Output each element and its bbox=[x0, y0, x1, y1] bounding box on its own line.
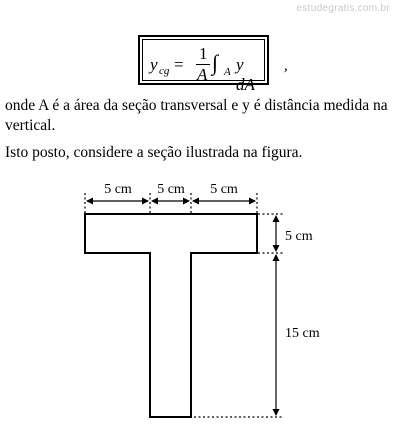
integral-sign: ∫ bbox=[212, 50, 219, 75]
dim-label-top-left: 5 cm bbox=[104, 182, 132, 197]
centroid-formula bbox=[148, 42, 264, 94]
formula-equals: = bbox=[174, 55, 184, 74]
formula-denominator: A bbox=[197, 65, 208, 84]
formula-integrand: y dA bbox=[236, 55, 255, 94]
formula-lhs: y bbox=[150, 55, 158, 74]
formula-trailing-comma: , bbox=[284, 58, 288, 74]
watermark: estudegratis.com.br bbox=[296, 3, 390, 14]
paragraph-consider-section: Isto posto, considere a seção ilustrada na figura. bbox=[5, 144, 303, 161]
paragraph-definition: onde A é a área da seção transversal e y é distância medida na vertical. bbox=[5, 97, 388, 134]
dim-label-web-height: 15 cm bbox=[285, 326, 320, 341]
formula-numerator: 1 bbox=[199, 44, 208, 63]
dim-label-flange-height: 5 cm bbox=[285, 229, 313, 244]
integral-subscript: A bbox=[224, 66, 231, 78]
formula-lhs-subscript: cg bbox=[159, 65, 170, 77]
extension-lines-right bbox=[194, 214, 284, 417]
dim-label-top-middle: 5 cm bbox=[157, 182, 185, 197]
dim-label-top-right: 5 cm bbox=[210, 182, 238, 197]
t-section-outline bbox=[85, 214, 257, 417]
formula-box bbox=[138, 35, 269, 94]
